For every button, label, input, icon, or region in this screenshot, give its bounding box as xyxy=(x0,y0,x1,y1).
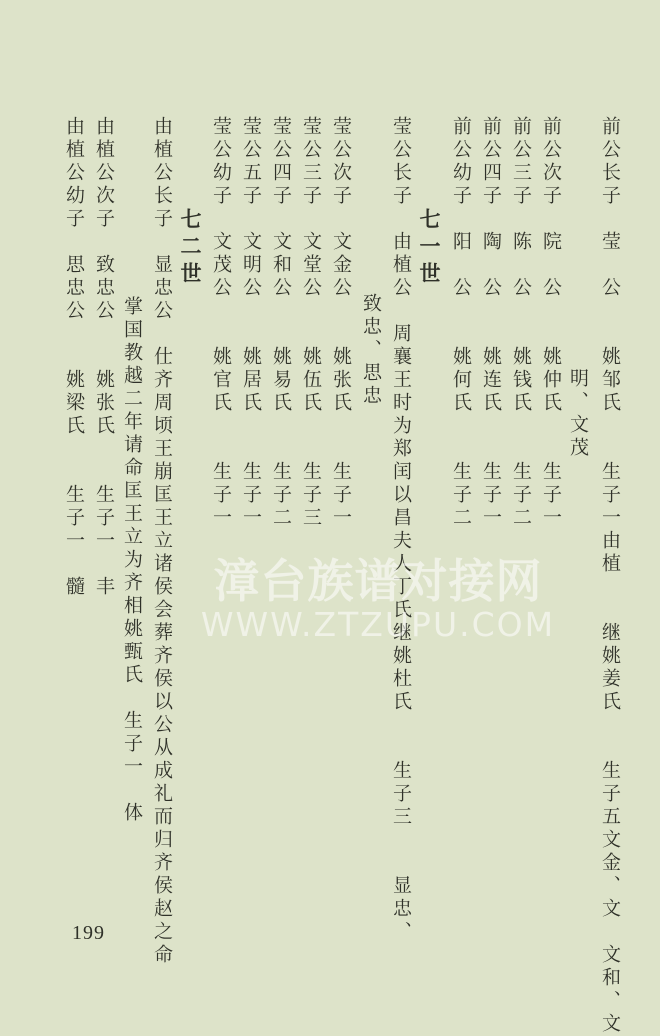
entry-ying-gong-continued: 明、文茂 xyxy=(567,368,589,460)
entry-yuan-gong: 前公次子 院 公 姚仲氏 生子一 xyxy=(540,116,562,530)
watermark-url: WWW.ZTZUPU.COM xyxy=(200,604,556,644)
page-number: 199 xyxy=(72,922,105,944)
entry-wen-tang-gong: 莹公三子 文堂公 姚伍氏 生子三 xyxy=(300,116,322,530)
entry-chen-gong: 前公三子 陈 公 姚钱氏 生子二 xyxy=(510,116,532,530)
entry-yang-gong: 前公幼子 阳 公 姚何氏 生子二 xyxy=(450,116,472,530)
generation-heading-72: 七二世 xyxy=(178,208,203,289)
entry-you-zhi-gong-continued: 致忠、思忠 xyxy=(360,293,382,408)
watermark-site-name: 漳台族谱对接网 xyxy=(213,554,543,608)
entry-wen-mao-gong: 莹公幼子 文茂公 姚官氏 生子一 xyxy=(210,116,232,530)
watermark xyxy=(168,556,588,643)
entry-xian-zhong-gong-continued: 掌国教越二年请命匡王立为齐相姚甄氏 生子一 体 xyxy=(121,296,143,825)
entry-zhi-zhong-gong: 由植公次子 致忠公 姚张氏 生子一 丰 xyxy=(93,116,115,599)
entry-xian-zhong-gong: 由植公长子 显忠公 仕齐周顷王崩匡王立诸侯会葬齐侯以公从成礼而归齐侯赵之命 xyxy=(151,116,173,967)
entry-si-zhong-gong: 由植公幼子 思忠公 姚梁氏 生子一 髓 xyxy=(63,116,85,599)
entry-wen-ming-gong: 莹公五子 文明公 姚居氏 生子一 xyxy=(240,116,262,530)
entry-you-zhi-gong: 莹公长子 由植公 周襄王时为郑闰以昌夫人丁氏继姚杜氏 生子三 显忠、 xyxy=(390,116,412,944)
entry-tao-gong: 前公四子 陶 公 姚连氏 生子一 xyxy=(480,116,502,530)
entry-ying-gong: 前公长子 莹 公 姚邹氏 生子一由植 继姚姜氏 生子五文金、文 文和、文 xyxy=(599,116,621,1036)
generation-heading-71: 七一世 xyxy=(417,208,442,289)
entry-wen-he-gong: 莹公四子 文和公 姚易氏 生子二 xyxy=(270,116,292,530)
entry-wen-jin-gong: 莹公次子 文金公 姚张氏 生子一 xyxy=(330,116,352,530)
